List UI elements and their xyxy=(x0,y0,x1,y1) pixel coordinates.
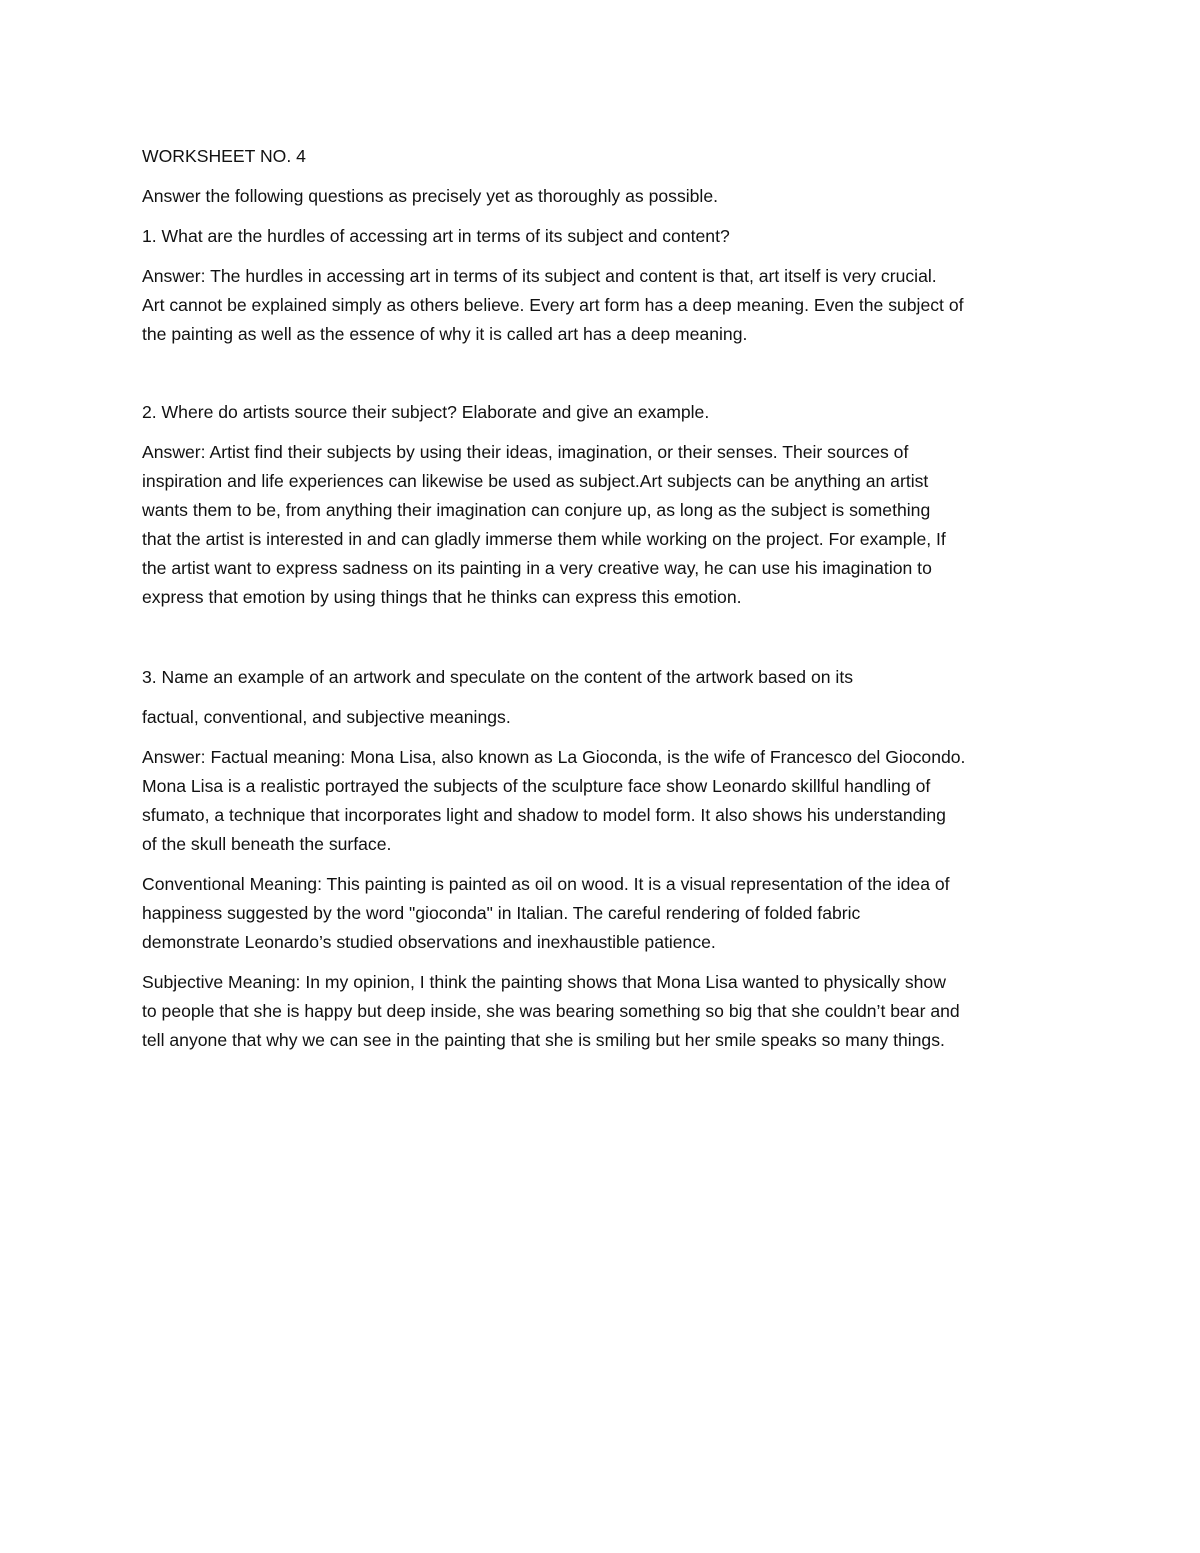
subjective-meaning-line: Subjective Meaning: In my opinion, I think the painting shows that Mona Lisa wanted to physically show xyxy=(142,972,946,992)
factual-meaning-line: of the skull beneath the surface. xyxy=(142,834,392,854)
factual-meaning-line: Answer: Factual meaning: Mona Lisa, also known as La Gioconda, is the wife of Francesco del Giocondo. xyxy=(142,747,966,767)
subjective-meaning-line: tell anyone that why we can see in the painting that she is smiling but her smile speaks so many things. xyxy=(142,1030,945,1050)
answer-1 xyxy=(142,262,1062,349)
question-2: 2. Where do artists source their subject? Elaborate and give an example. xyxy=(142,402,710,422)
answer-1-line: Art cannot be explained simply as others believe. Every art form has a deep meaning. Even the subject of xyxy=(142,295,964,315)
factual-meaning-line: Mona Lisa is a realistic portrayed the subjects of the sculpture face show Leonardo skillful handling of xyxy=(142,776,931,796)
question-3-line-1: 3. Name an example of an artwork and speculate on the content of the artwork based on its xyxy=(142,667,854,687)
paragraph-spacer xyxy=(142,638,1062,663)
answer-2-line: the artist want to express sadness on its painting in a very creative way, he can use his imagination to xyxy=(142,558,932,578)
answer-1-line: Answer: The hurdles in accessing art in terms of its subject and content is that, art itself is very crucial. xyxy=(142,266,937,286)
worksheet-title: WORKSHEET NO. 4 xyxy=(142,146,306,166)
conventional-meaning-line: Conventional Meaning: This painting is painted as oil on wood. It is a visual representation of the idea of xyxy=(142,874,950,894)
conventional-meaning-line: demonstrate Leonardo’s studied observations and inexhaustible patience. xyxy=(142,932,716,952)
subjective-meaning-line: to people that she is happy but deep inside, she was bearing something so big that she couldn’t bear and xyxy=(142,1001,960,1021)
answer-2-line: wants them to be, from anything their imagination can conjure up, as long as the subject is something xyxy=(142,500,931,520)
paragraph-spacer xyxy=(142,375,1062,398)
answer-2 xyxy=(142,438,1062,612)
instructions: Answer the following questions as precisely yet as thoroughly as possible. xyxy=(142,186,719,206)
question-1: 1. What are the hurdles of accessing art in terms of its subject and content? xyxy=(142,226,730,246)
answer-3-subjective xyxy=(142,968,1062,1055)
answer-3-factual xyxy=(142,743,1062,859)
answer-2-line: express that emotion by using things that he thinks can express this emotion. xyxy=(142,587,742,607)
conventional-meaning-line: happiness suggested by the word "gioconda" in Italian. The careful rendering of folded fabric xyxy=(142,903,861,923)
document-body xyxy=(142,142,1062,1055)
answer-2-line: inspiration and life experiences can likewise be used as subject.Art subjects can be anything an artist xyxy=(142,471,929,491)
factual-meaning-line: sfumato, a technique that incorporates light and shadow to model form. It also shows his understanding xyxy=(142,805,946,825)
answer-1-line: the painting as well as the essence of why it is called art has a deep meaning. xyxy=(142,324,748,344)
answer-2-line: Answer: Artist find their subjects by using their ideas, imagination, or their senses. Their sources of xyxy=(142,442,909,462)
answer-3-conventional xyxy=(142,870,1062,957)
question-3-line-2: factual, conventional, and subjective meanings. xyxy=(142,707,511,727)
answer-2-line: that the artist is interested in and can gladly immerse them while working on the project. For example, If xyxy=(142,529,946,549)
